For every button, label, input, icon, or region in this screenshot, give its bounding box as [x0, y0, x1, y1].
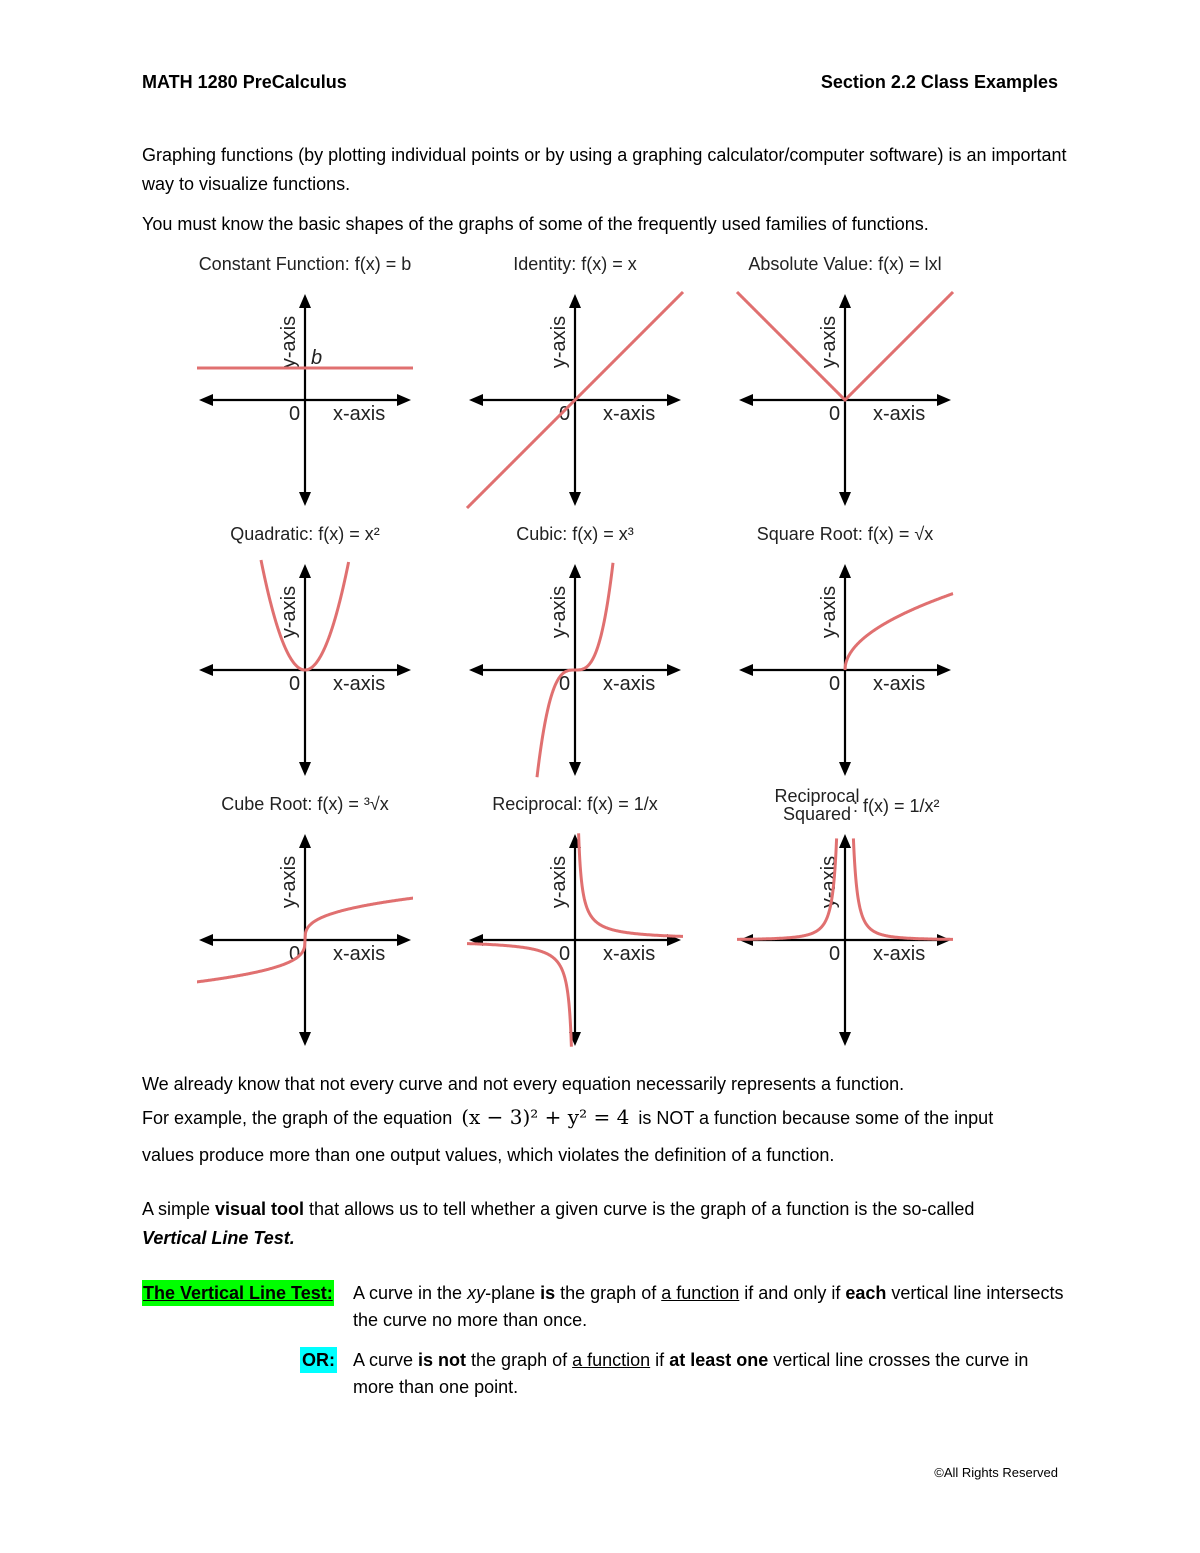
- arrow-down-icon: [839, 762, 851, 776]
- def2-a: A curve: [353, 1350, 419, 1370]
- vlt-definition-1: [353, 1280, 1073, 1334]
- equation-text-after: is NOT a function because some of the input: [638, 1108, 994, 1128]
- curve-reciprocal-0: [467, 944, 571, 1047]
- arrow-up-icon: [299, 294, 311, 308]
- section-title: Section 2.2 Class Examples: [820, 72, 1058, 92]
- origin-label: 0: [829, 673, 841, 695]
- graph-title-line2: Squared: [782, 804, 852, 824]
- or-label: OR:: [300, 1347, 337, 1373]
- origin-label: 0: [559, 943, 571, 965]
- curve-reciprocal-1: [579, 833, 683, 936]
- graph-title-line1: Reciprocal: [774, 786, 860, 806]
- graph-title: Cube Root: f(x) = ³√x: [221, 794, 389, 814]
- intro-paragraph-2: You must know the basic shapes of the graphs of some of the frequently used families of functions.: [142, 214, 929, 234]
- x-axis-label: x-axis: [873, 673, 926, 695]
- y-axis-label: y-axis: [818, 585, 840, 639]
- arrow-right-icon: [397, 394, 411, 406]
- origin-label: 0: [289, 673, 301, 695]
- body-paragraph-5: values produce more than one output values, which violates the definition of a function.: [142, 1145, 835, 1165]
- def1-a: A curve in the: [353, 1283, 468, 1303]
- origin-label: 0: [289, 943, 301, 965]
- graph-identity: [467, 254, 683, 508]
- arrow-left-icon: [199, 394, 213, 406]
- arrow-down-icon: [299, 1032, 311, 1046]
- function-graphs-svg: [140, 248, 1060, 1058]
- x-axis-label: x-axis: [603, 403, 656, 425]
- graph-title: Absolute Value: f(x) = lxl: [748, 254, 942, 274]
- y-axis-label: y-axis: [548, 315, 570, 369]
- graph-cbrt: [197, 794, 413, 1046]
- graph-quadratic: [199, 524, 411, 776]
- def1-a-function: a function: [661, 1283, 740, 1303]
- arrow-down-icon: [839, 1032, 851, 1046]
- x-axis-label: x-axis: [333, 943, 386, 965]
- arrow-up-icon: [569, 294, 581, 308]
- vertical-line-test-label: The Vertical Line Test:: [142, 1280, 334, 1306]
- origin-label: 0: [829, 403, 841, 425]
- arrow-up-icon: [299, 834, 311, 848]
- def1-is: is: [540, 1283, 556, 1303]
- x-axis-label: x-axis: [873, 943, 926, 965]
- arrow-left-icon: [739, 394, 753, 406]
- def1-each: each: [845, 1283, 887, 1303]
- visual-tool-text: visual tool: [215, 1199, 305, 1219]
- origin-label: 0: [829, 943, 841, 965]
- arrow-right-icon: [667, 664, 681, 676]
- arrow-down-icon: [569, 492, 581, 506]
- arrow-left-icon: [739, 664, 753, 676]
- origin-label: 0: [559, 673, 571, 695]
- graph-title: Quadratic: f(x) = x²: [230, 524, 380, 544]
- def2-d: vertical line crosses the curve in more than one point.: [353, 1350, 1029, 1397]
- def1-xy: xy: [467, 1283, 486, 1303]
- arrow-up-icon: [569, 564, 581, 578]
- y-axis-label: y-axis: [818, 855, 840, 909]
- arrow-down-icon: [299, 492, 311, 506]
- copyright-footer: ©All Rights Reserved: [934, 1465, 1058, 1480]
- origin-label: 0: [289, 403, 301, 425]
- y-axis-label: y-axis: [548, 855, 570, 909]
- y-axis-label: y-axis: [278, 315, 300, 369]
- curve-sqrt: [845, 594, 953, 670]
- def2-b: the graph of: [466, 1350, 573, 1370]
- def2-a-function: a function: [572, 1350, 651, 1370]
- graph-recip_sq: [737, 786, 953, 1046]
- vertical-line-test-term: Vertical Line Test.: [142, 1228, 295, 1248]
- arrow-up-icon: [839, 834, 851, 848]
- def2-at-least-one: at least one: [669, 1350, 769, 1370]
- curve-recip_sq-1: [853, 838, 953, 939]
- arrow-down-icon: [569, 762, 581, 776]
- equation-text-before: For example, the graph of the equation: [142, 1108, 453, 1128]
- vlt-definition-2: [353, 1347, 1073, 1401]
- graph-reciprocal: [467, 794, 683, 1047]
- arrow-down-icon: [839, 492, 851, 506]
- def1-c: the graph of: [555, 1283, 662, 1303]
- graph-title: Reciprocal: f(x) = 1/x: [492, 794, 658, 814]
- arrow-right-icon: [937, 664, 951, 676]
- x-axis-label: x-axis: [333, 403, 386, 425]
- origin-label: 0: [559, 403, 571, 425]
- course-title: MATH 1280 PreCalculus: [142, 72, 347, 92]
- arrow-up-icon: [299, 564, 311, 578]
- b-label: b: [311, 347, 323, 369]
- arrow-left-icon: [199, 934, 213, 946]
- arrow-up-icon: [839, 294, 851, 308]
- def1-e: vertical line intersects the curve no more than once.: [353, 1283, 1064, 1330]
- graph-title: Square Root: f(x) = √x: [756, 524, 934, 544]
- x-axis-label: x-axis: [873, 403, 926, 425]
- arrow-left-icon: [199, 664, 213, 676]
- def1-d: if and only if: [739, 1283, 846, 1303]
- arrow-left-icon: [469, 394, 483, 406]
- y-axis-label: y-axis: [278, 855, 300, 909]
- equation-line: [142, 1100, 993, 1135]
- p6-text-a: A simple: [142, 1199, 216, 1219]
- graph-title: Identity: f(x) = x: [513, 254, 637, 274]
- def2-is-not: is not: [418, 1350, 467, 1370]
- p6-text-b: that allows us to tell whether a given curve is the graph of a function is the so-called: [304, 1199, 975, 1219]
- def2-c: if: [650, 1350, 670, 1370]
- graph-sqrt: [739, 524, 953, 776]
- graph-title: Cubic: f(x) = x³: [516, 524, 634, 544]
- x-axis-label: x-axis: [603, 943, 656, 965]
- x-axis-label: x-axis: [603, 673, 656, 695]
- def1-b: -plane: [485, 1283, 541, 1303]
- arrow-right-icon: [397, 934, 411, 946]
- graph-absolute: [737, 254, 953, 506]
- arrow-right-icon: [397, 664, 411, 676]
- intro-paragraph-1: Graphing functions (by plotting individual points or by using a graphing calculator/computer software) is an important way to visualize functions.: [142, 145, 1067, 194]
- arrow-up-icon: [839, 564, 851, 578]
- y-axis-label: y-axis: [818, 315, 840, 369]
- arrow-right-icon: [937, 394, 951, 406]
- graph-title: Constant Function: f(x) = b: [198, 254, 412, 274]
- function-graphs-grid: [140, 248, 1060, 1058]
- x-axis-label: x-axis: [333, 673, 386, 695]
- y-axis-label: y-axis: [278, 585, 300, 639]
- equation: (x − 3)² + y² = 4: [461, 1105, 630, 1129]
- graph-cubic: [469, 524, 681, 777]
- y-axis-label: y-axis: [548, 585, 570, 639]
- arrow-right-icon: [667, 394, 681, 406]
- body-paragraph-6: [142, 1195, 1072, 1253]
- graph-title-rest: : f(x) = 1/x²: [853, 796, 940, 816]
- arrow-down-icon: [299, 762, 311, 776]
- body-paragraph-3: We already know that not every curve and not every equation necessarily represents a function.: [142, 1074, 905, 1094]
- arrow-left-icon: [469, 664, 483, 676]
- graph-constant: [197, 254, 413, 506]
